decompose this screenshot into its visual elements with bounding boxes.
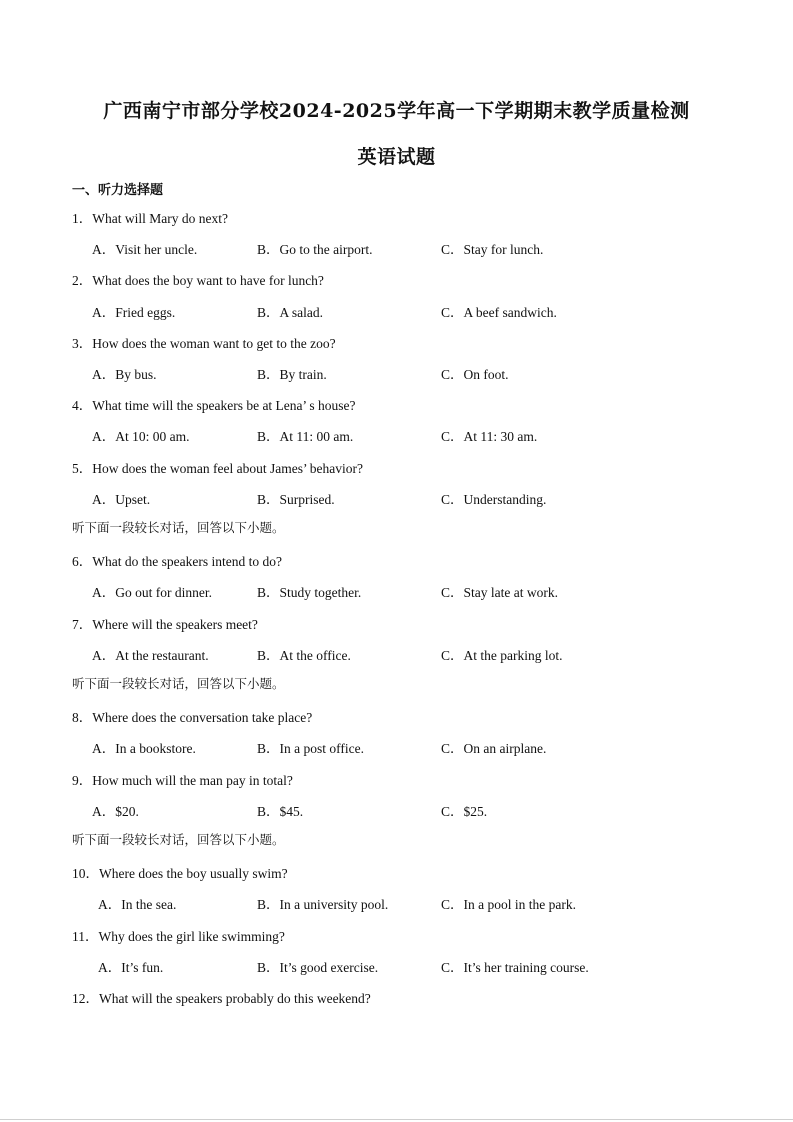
question-number: 10． <box>72 866 99 881</box>
question-number: 8． <box>72 710 93 725</box>
question-text: What will Mary do next? <box>92 211 228 226</box>
question-number: 6． <box>72 554 93 569</box>
document-subtitle: 英语试题 <box>357 146 436 168</box>
option-c: C．It’s her training course. <box>441 960 589 975</box>
question-text: What time will the speakers be at Lena’ s house? <box>92 398 356 413</box>
question-11-options <box>0 956 793 974</box>
question-text: Why does the girl like swimming? <box>98 929 285 944</box>
option-b: B．At the office. <box>257 648 351 663</box>
dialogue-instruction: 听下面一段较长对话，回答以下小题。 <box>72 832 285 847</box>
question-text: Where does the boy usually swim? <box>99 866 288 881</box>
question-4-options <box>0 425 793 443</box>
option-a: A．At the restaurant. <box>92 648 209 663</box>
option-c: C．$25. <box>441 804 488 819</box>
question-number: 1． <box>72 211 93 226</box>
option-a: A．Visit her uncle. <box>92 242 198 257</box>
option-c: C．On an airplane. <box>441 741 547 756</box>
option-b: B．Study together. <box>257 585 362 600</box>
question-10 <box>72 862 288 882</box>
question-text: What does the boy want to have for lunch? <box>92 273 324 288</box>
question-2 <box>72 269 324 289</box>
option-a: A．In a bookstore. <box>92 741 196 756</box>
question-text: What do the speakers intend to do? <box>92 554 282 569</box>
question-text: How does the woman feel about James’ behavior? <box>92 461 364 476</box>
option-a: A．Fried eggs. <box>92 305 176 320</box>
section-heading-listening: 一、听力选择题 <box>72 183 164 198</box>
option-c: C．Understanding. <box>441 492 547 507</box>
question-text: What will the speakers probably do this weekend? <box>99 991 371 1006</box>
option-b: B．In a post office. <box>257 741 364 756</box>
option-b: B．It’s good exercise. <box>257 960 379 975</box>
option-c: C．Stay late at work. <box>441 585 558 600</box>
question-12 <box>72 987 371 1007</box>
question-6-options <box>0 581 793 599</box>
question-number: 11． <box>72 929 99 944</box>
question-text: Where will the speakers meet? <box>92 617 258 632</box>
question-1-options <box>0 238 793 256</box>
question-7-options <box>0 644 793 662</box>
option-c: C．Stay for lunch. <box>441 242 544 257</box>
question-text: Where does the conversation take place? <box>92 710 313 725</box>
document-title: 广西南宁市部分学校2024-2025学年高一下学期期末教学质量检测 <box>103 100 690 122</box>
question-number: 2． <box>72 273 93 288</box>
option-b: B．A salad. <box>257 305 323 320</box>
option-b: B．$45. <box>257 804 304 819</box>
option-b: B．In a university pool. <box>257 897 389 912</box>
page-bottom-border <box>0 1119 793 1120</box>
question-number: 4． <box>72 398 93 413</box>
question-8 <box>72 706 312 726</box>
option-a: A．Go out for dinner. <box>92 585 212 600</box>
question-text: How much will the man pay in total? <box>92 773 293 788</box>
question-9-options <box>0 800 793 818</box>
option-a: A．$20. <box>92 804 139 819</box>
option-c: C．At 11: 30 am. <box>441 429 538 444</box>
question-9 <box>72 769 293 789</box>
question-10-options <box>0 893 793 911</box>
option-a: A．In the sea. <box>98 897 177 912</box>
question-3 <box>72 332 336 352</box>
question-number: 12． <box>72 991 99 1006</box>
question-number: 9． <box>72 773 93 788</box>
question-text: How does the woman want to get to the zoo? <box>92 336 336 351</box>
question-5-options <box>0 488 793 506</box>
option-c: C．At the parking lot. <box>441 648 563 663</box>
option-b: B．At 11: 00 am. <box>257 429 354 444</box>
option-b: B．Go to the airport. <box>257 242 373 257</box>
question-8-options <box>0 737 793 755</box>
option-a: A．Upset. <box>92 492 151 507</box>
question-1 <box>72 207 228 227</box>
question-3-options <box>0 363 793 381</box>
option-c: C．In a pool in the park. <box>441 897 576 912</box>
dialogue-instruction: 听下面一段较长对话，回答以下小题。 <box>72 520 285 535</box>
question-number: 7． <box>72 617 93 632</box>
question-6 <box>72 550 282 570</box>
option-c: C．On foot. <box>441 367 509 382</box>
question-number: 5． <box>72 461 93 476</box>
question-11 <box>72 925 285 945</box>
option-b: B．By train. <box>257 367 327 382</box>
option-b: B．Surprised. <box>257 492 335 507</box>
option-a: A．At 10: 00 am. <box>92 429 190 444</box>
question-7 <box>72 613 258 633</box>
option-c: C．A beef sandwich. <box>441 305 557 320</box>
question-2-options <box>0 301 793 319</box>
question-4 <box>72 394 356 414</box>
option-a: A．By bus. <box>92 367 157 382</box>
dialogue-instruction: 听下面一段较长对话，回答以下小题。 <box>72 676 285 691</box>
option-a: A．It’s fun. <box>98 960 164 975</box>
question-5 <box>72 457 363 477</box>
question-number: 3． <box>72 336 93 351</box>
